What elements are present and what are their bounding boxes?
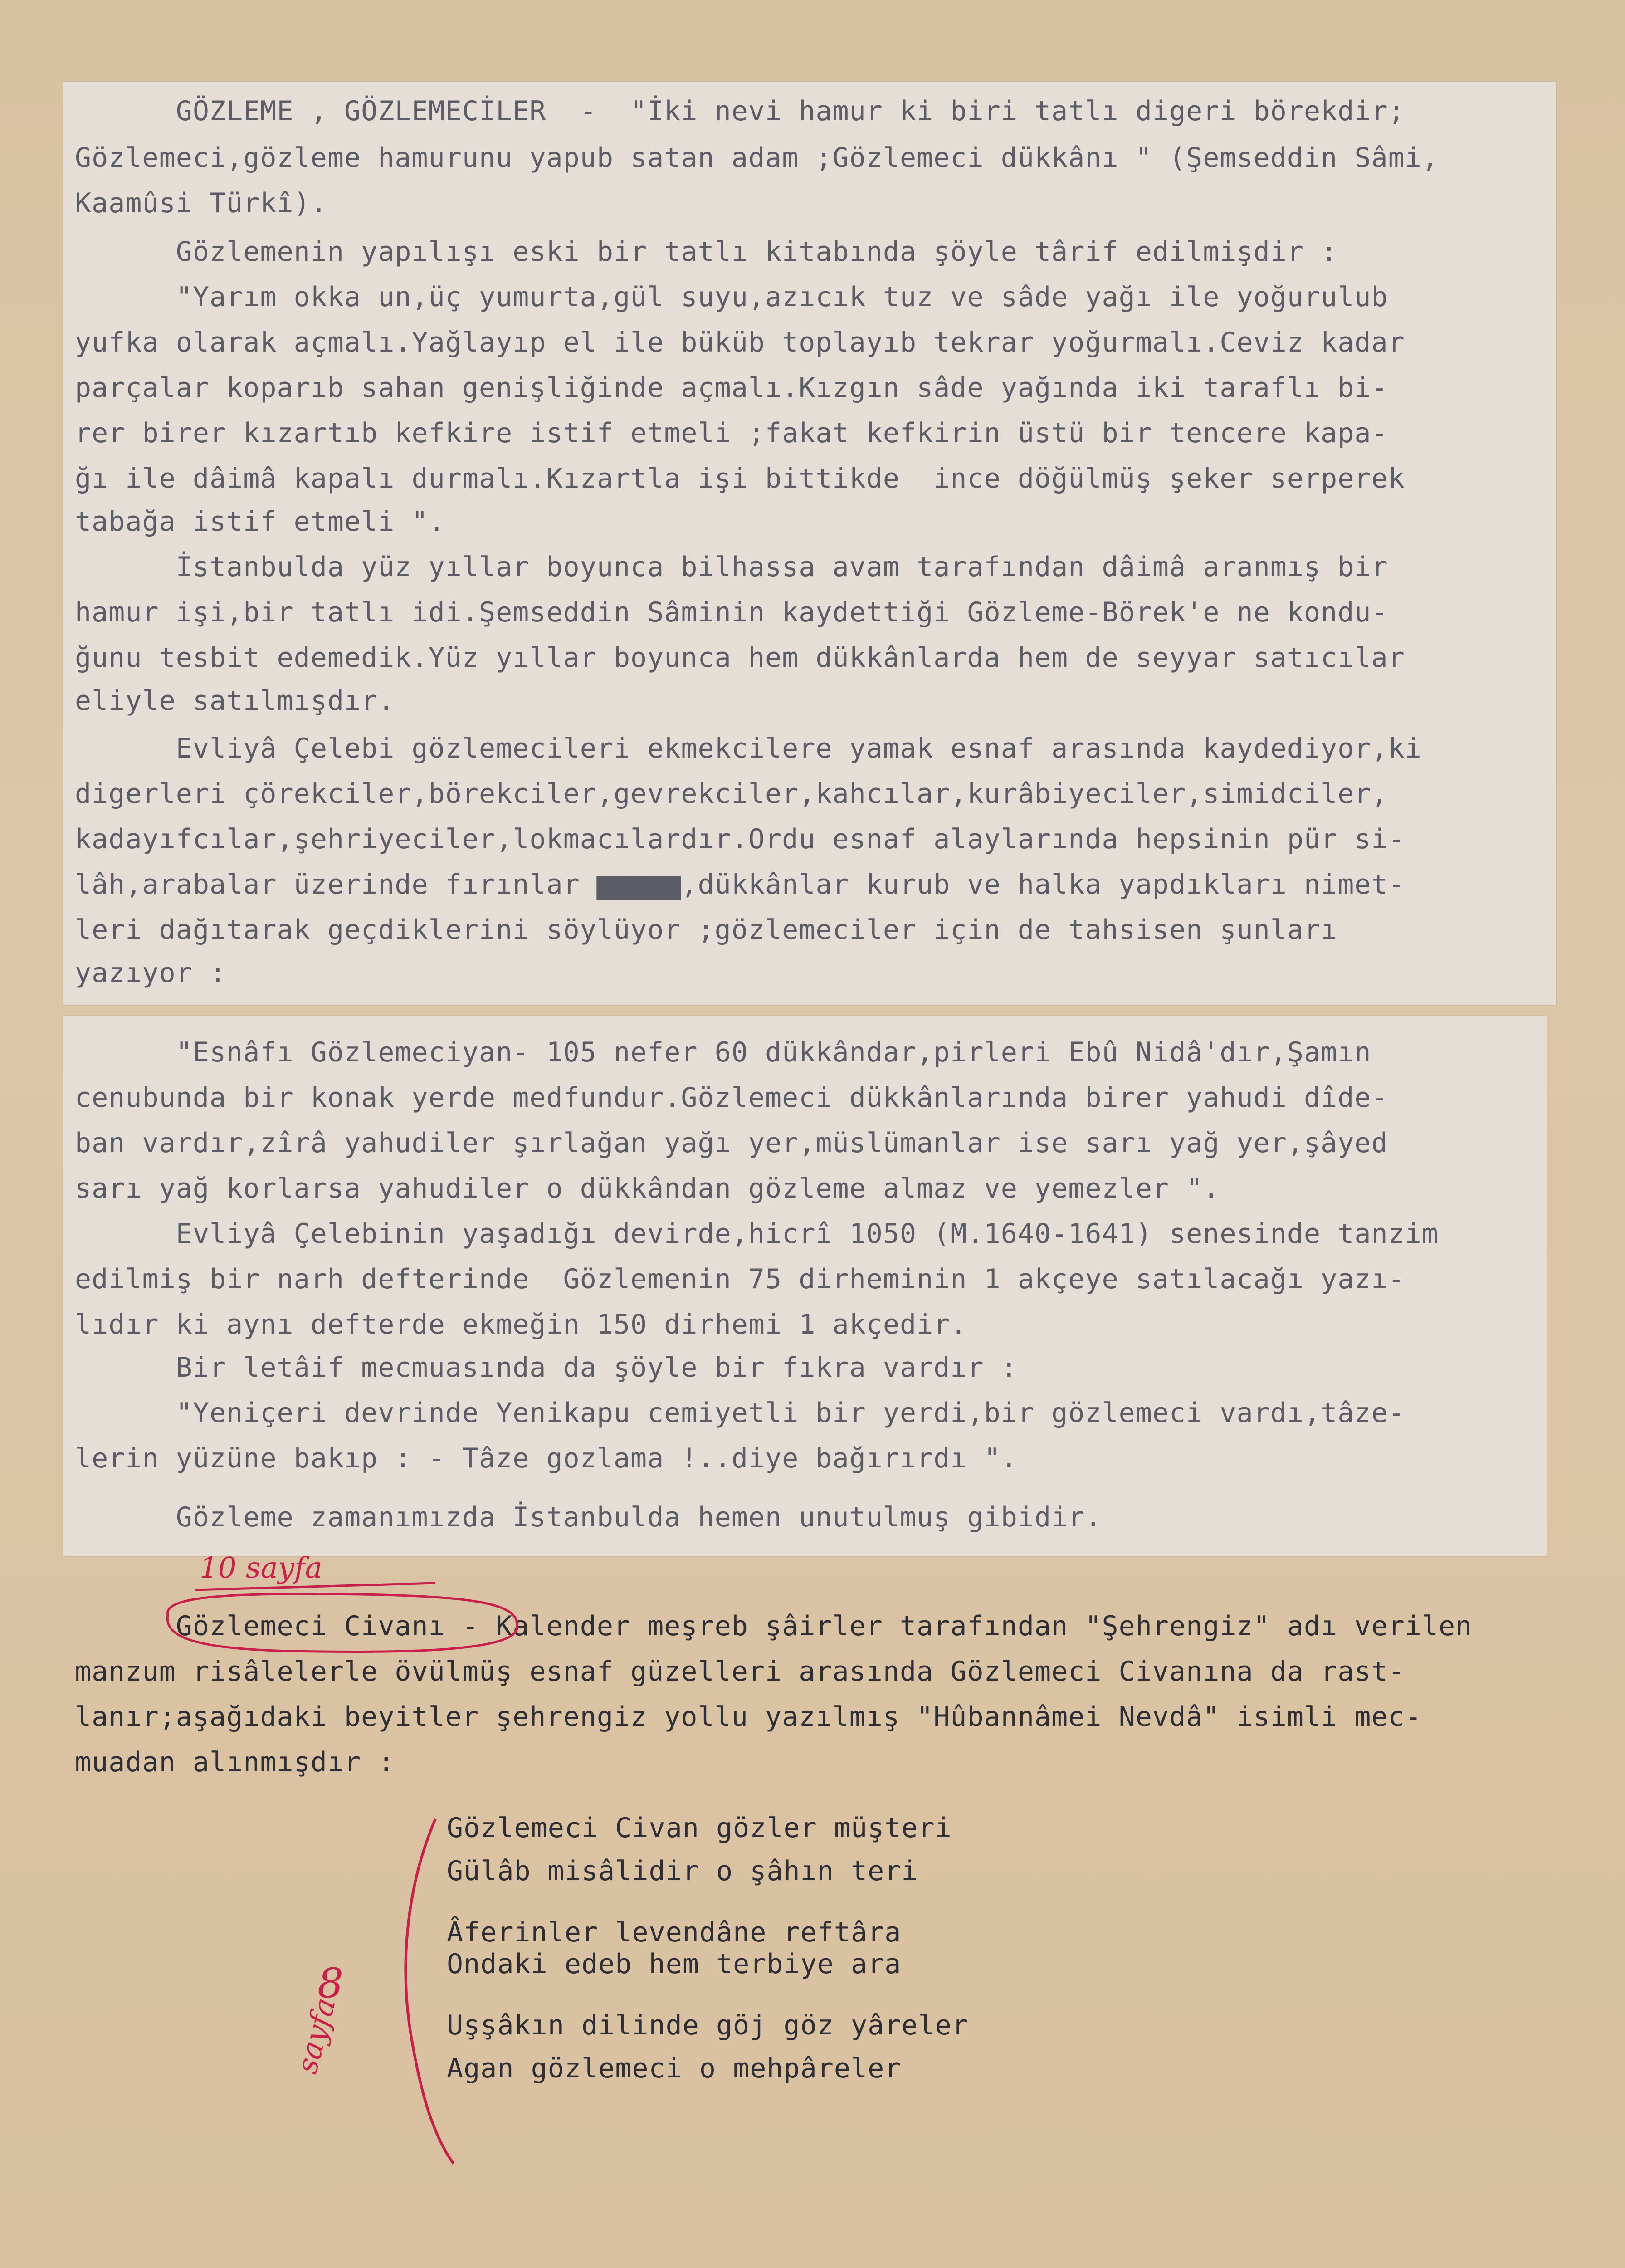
text-line: Gözlemeci Civanı - Kalender meşreb şâirler tarafından "Şehrengiz" adı verilen xyxy=(75,1610,1473,1642)
verse-line: Agan gözlemeci o mehpâreler xyxy=(447,2053,902,2084)
text-line: Evliyâ Çelebi gözlemecileri ekmekcilere yamak esnaf arasında kaydediyor,ki xyxy=(75,733,1422,764)
text-line: muadan alınmışdır : xyxy=(75,1746,395,1778)
margin-note-number: 8 xyxy=(317,1960,344,2007)
text-line: Evliyâ Çelebinin yaşadığı devirde,hicrî 1050 (M.1640-1641) senesinde tanzim xyxy=(75,1218,1439,1250)
text-line: ğunu tesbit edemedik.Yüz yıllar boyunca hem dükkânlarda hem de seyyar satıcılar xyxy=(75,642,1405,674)
text-line: digerleri çörekciler,börekciler,gevrekciler,kahcılar,kurâbiyeciler,simidciler, xyxy=(75,778,1388,810)
text-line: leri dağıtarak geçdiklerini söylüyor ;gözlemeciler için de tahsisen şunları xyxy=(75,914,1338,946)
text-line: parçalar koparıb sahan genişliğinde açmalı.Kızgın sâde yağında iki taraflı bi- xyxy=(75,372,1388,404)
text-line: lanır;aşağıdaki beyitler şehrengiz yollu yazılmış "Hûbannâmei Nevdâ" isimli mec- xyxy=(75,1701,1422,1733)
text-line: "Esnâfı Gözlemeciyan- 105 nefer 60 dükkândar,pirleri Ebû Nidâ'dır,Şamın xyxy=(75,1036,1371,1068)
text-line: Gözlemenin yapılışı eski bir tatlı kitabında şöyle târif edilmişdir : xyxy=(75,236,1338,268)
text-line: edilmiş bir narh defterinde Gözlemenin 75 dirheminin 1 akçeye satılacağı yazı- xyxy=(75,1263,1405,1295)
text-line: ğı ile dâimâ kapalı durmalı.Kızartla işi bittikde ince döğülmüş şeker serperek xyxy=(75,463,1405,494)
text-line: Gözlemeci,gözleme hamurunu yapub satan adam ;Gözlemeci dükkânı " (Şemseddin Sâmi, xyxy=(75,142,1439,174)
text-line: kadayıfcılar,şehriyeciler,lokmacılardır.Ordu esnaf alaylarında hepsinin pür si- xyxy=(75,823,1405,855)
verse-line: Gülâb misâlidir o şâhın teri xyxy=(447,1855,918,1887)
verse-line: Ondaki edeb hem terbiye ara xyxy=(447,1948,902,1980)
text-line: "Yeniçeri devrinde Yenikapu cemiyetli bir yerdi,bir gözlemeci vardı,tâze- xyxy=(75,1397,1405,1429)
text-line: manzum risâlelerle övülmüş esnaf güzelleri arasında Gözlemeci Civanına da rast- xyxy=(75,1656,1405,1687)
text-line: hamur işi,bir tatlı idi.Şemseddin Sâminin kaydettiği Gözleme-Börek'e ne kondu- xyxy=(75,596,1388,628)
text-line: lıdır ki aynı defterde ekmeğin 150 dirhemi 1 akçedir. xyxy=(75,1309,967,1340)
verse-line: Gözlemeci Civan gözler müşteri xyxy=(447,1812,952,1844)
verse-line: Âferinler levendâne reftâra xyxy=(447,1916,902,1948)
text-line: rer birer kızartıb kefkire istif etmeli ;fakat kefkirin üstü bir tencere kapa- xyxy=(75,417,1388,449)
text-line: cenubunda bir konak yerde medfundur.Gözlemeci dükkânlarında birer yahudi dîde- xyxy=(75,1082,1388,1114)
text-line: sarı yağ korlarsa yahudiler o dükkândan gözleme almaz ve yemezler ". xyxy=(75,1173,1220,1204)
margin-note-word: sayfa xyxy=(290,1994,343,2077)
text-line: GÖZLEME , GÖZLEMECİLER - "İki nevi hamur ki biri tatlı digeri börekdir; xyxy=(75,95,1405,127)
text-line: lâh,arabalar üzerinde fırınlar ▆▆▆▆▆,dükkânlar kurub ve halka yapdıkları nimet- xyxy=(75,869,1405,900)
text-line: lerin yüzüne bakıp : - Tâze gozlama !..diye bağırırdı ". xyxy=(75,1442,1018,1474)
text-line: Kaamûsi Türkî). xyxy=(75,187,327,219)
verse-line: Uşşâkın dilinde göj göz yâreler xyxy=(447,2009,969,2041)
text-line: Gözleme zamanımızda İstanbulda hemen unutulmuş gibidir. xyxy=(75,1501,1102,1533)
margin-note-top: 10 sayfa xyxy=(200,1551,322,1585)
text-line: eliyle satılmışdır. xyxy=(75,685,395,717)
text-line: yazıyor : xyxy=(75,957,227,989)
text-line: ban vardır,zîrâ yahudiler şırlağan yağı yer,müslümanlar ise sarı yağ yer,şâyed xyxy=(75,1127,1388,1159)
text-line: İstanbulda yüz yıllar boyunca bilhassa avam tarafından dâimâ aranmış bir xyxy=(75,551,1388,583)
text-line: "Yarım okka un,üç yumurta,gül suyu,azıcık tuz ve sâde yağı ile yoğurulub xyxy=(75,281,1388,313)
text-line: tabağa istif etmeli ". xyxy=(75,506,445,538)
text-line: Bir letâif mecmuasında da şöyle bir fıkra vardır : xyxy=(75,1352,1018,1383)
text-line: yufka olarak açmalı.Yağlayıp el ile büküb toplayıb tekrar yoğurmalı.Ceviz kadar xyxy=(75,327,1405,358)
